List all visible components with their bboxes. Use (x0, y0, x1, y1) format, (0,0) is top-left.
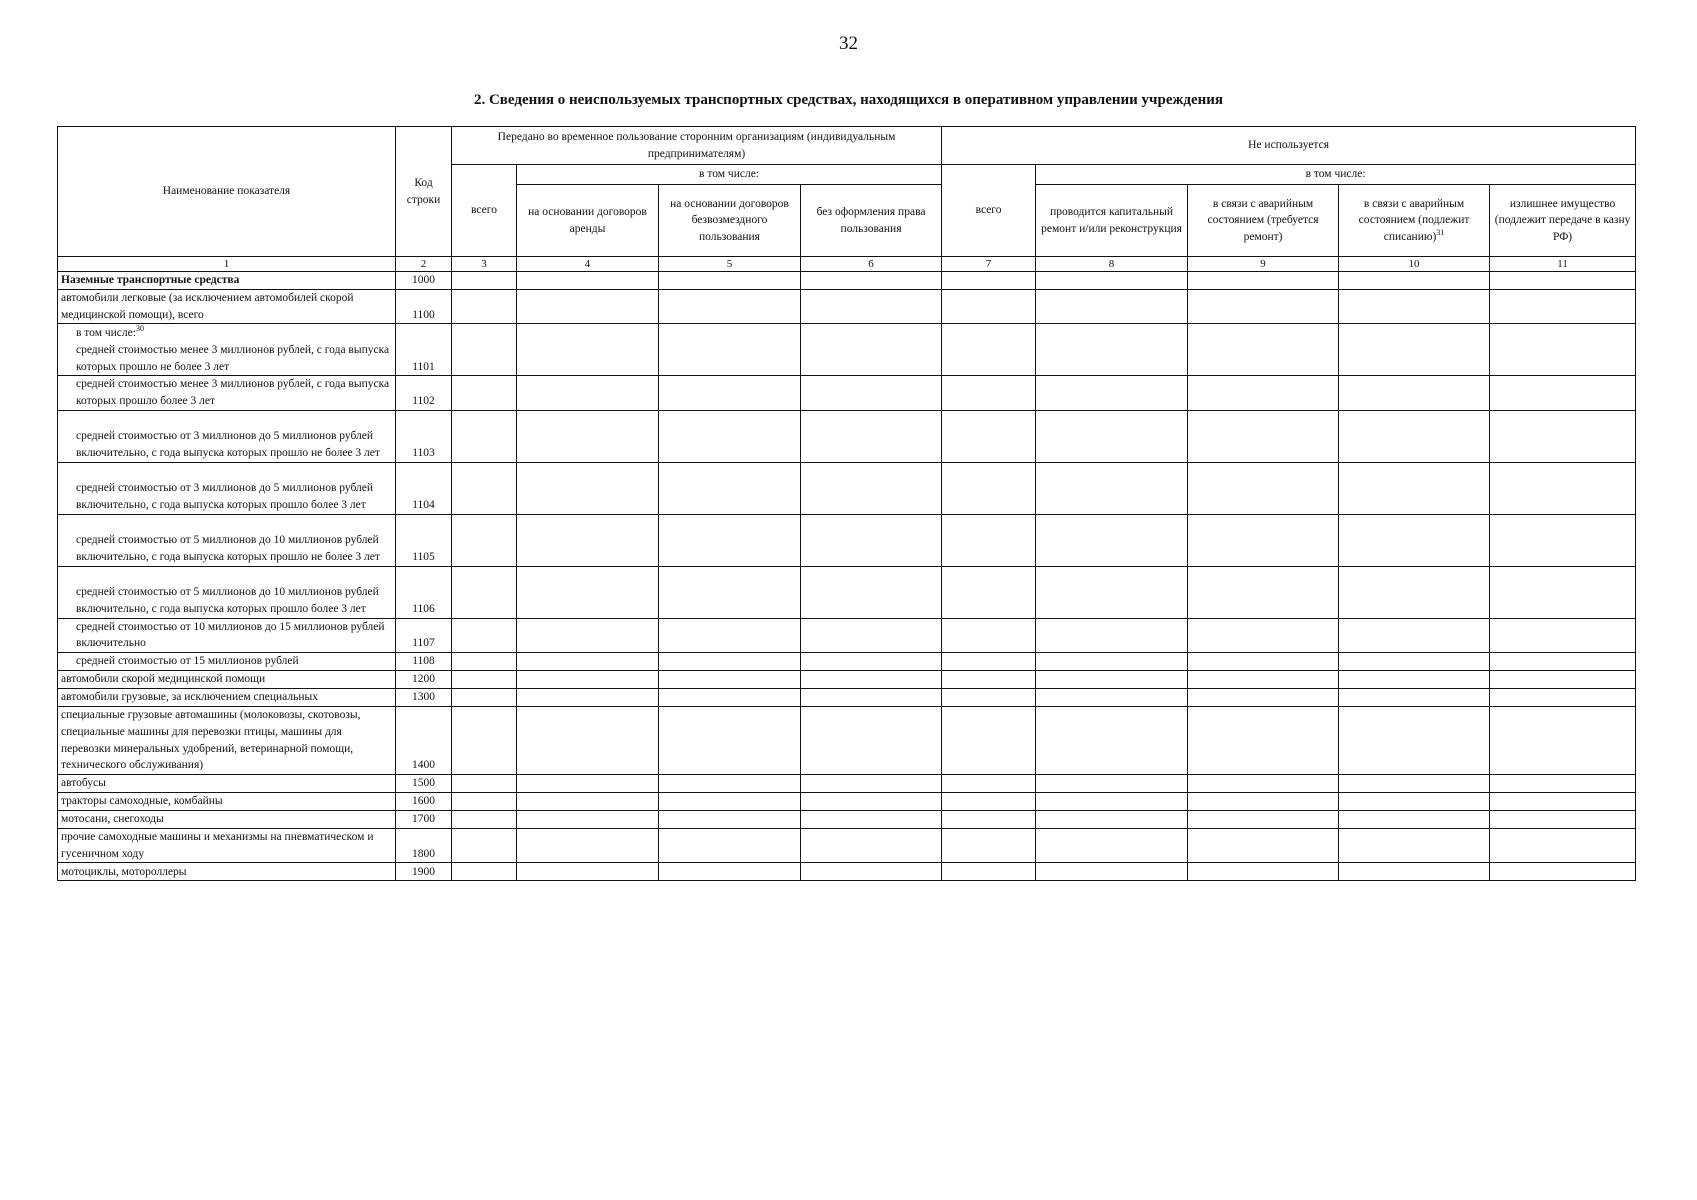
value-cell (517, 618, 659, 652)
value-cell (1036, 290, 1188, 324)
value-cell (1188, 514, 1339, 566)
value-cell (1188, 272, 1339, 290)
value-cell (1188, 863, 1339, 881)
header-transferred-group: Передано во временное пользование сторонним организациям (индивидуальным предпринимателям) (452, 127, 942, 165)
value-cell (452, 290, 517, 324)
value-cell (1339, 462, 1490, 514)
row-name-text: средней стоимостью менее 3 миллионов рублей, с года выпуска которых прошло не более 3 лет (76, 344, 390, 373)
row-name (58, 514, 396, 566)
value-cell (1339, 775, 1490, 793)
header-col-10-text: в связи с аварийным состоянием (подлежит списанию) (1358, 198, 1470, 243)
value-cell (1188, 707, 1339, 775)
value-cell (517, 514, 659, 566)
value-cell (942, 707, 1036, 775)
value-cell (452, 462, 517, 514)
table-row (58, 689, 1636, 707)
row-name (58, 410, 396, 462)
value-cell (942, 671, 1036, 689)
table-row (58, 829, 1636, 863)
row-name (58, 829, 396, 863)
value-cell (659, 290, 801, 324)
value-cell (659, 618, 801, 652)
value-cell (1036, 272, 1188, 290)
row-code: 1200 (396, 671, 452, 689)
table-row (58, 566, 1636, 618)
value-cell (517, 671, 659, 689)
row-code: 1300 (396, 689, 452, 707)
value-cell (452, 775, 517, 793)
value-cell (452, 793, 517, 811)
value-cell (942, 410, 1036, 462)
value-cell (517, 793, 659, 811)
column-number: 1 (58, 257, 396, 272)
value-cell (1490, 863, 1636, 881)
value-cell (1188, 793, 1339, 811)
value-cell (659, 793, 801, 811)
row-prefix: в том числе: (76, 327, 136, 340)
table-row (58, 462, 1636, 514)
value-cell (452, 829, 517, 863)
row-name-text: прочие самоходные машины и механизмы на пневматическом и гусеничном ходу (61, 831, 374, 860)
value-cell (1036, 793, 1188, 811)
value-cell (1036, 410, 1188, 462)
value-cell (801, 653, 942, 671)
value-cell (452, 272, 517, 290)
table-row (58, 653, 1636, 671)
value-cell (801, 376, 942, 410)
row-name-text: автомобили грузовые, за исключением специальных (61, 691, 318, 704)
value-cell (942, 290, 1036, 324)
value-cell (1339, 324, 1490, 376)
row-name (58, 272, 396, 290)
row-name (58, 689, 396, 707)
row-name-text: средней стоимостью от 15 миллионов рублей (76, 655, 299, 668)
row-code: 1500 (396, 775, 452, 793)
value-cell (659, 272, 801, 290)
value-cell (1036, 671, 1188, 689)
row-name (58, 863, 396, 881)
value-cell (517, 290, 659, 324)
row-name (58, 618, 396, 652)
value-cell (517, 707, 659, 775)
value-cell (1188, 324, 1339, 376)
table-body (58, 272, 1636, 881)
value-cell (942, 272, 1036, 290)
table-row (58, 618, 1636, 652)
row-name-text: мотоциклы, мотороллеры (61, 865, 187, 878)
value-cell (1490, 707, 1636, 775)
value-cell (1339, 653, 1490, 671)
row-code: 1104 (396, 462, 452, 514)
row-code: 1000 (396, 272, 452, 290)
value-cell (1188, 462, 1339, 514)
value-cell (1490, 376, 1636, 410)
value-cell (801, 272, 942, 290)
row-name-text: специальные грузовые автомашины (молоковозы, скотовозы, специальные машины для перевозки птицы, машины для перевозки минеральных удобрений, ветеринарной помощи, технического обслуживания) (61, 709, 361, 772)
value-cell (942, 775, 1036, 793)
value-cell (801, 671, 942, 689)
column-number: 2 (396, 257, 452, 272)
row-name-text: автобусы (61, 777, 106, 790)
footnote-31: 31 (1436, 227, 1445, 237)
value-cell (1188, 811, 1339, 829)
header-name-col: Наименование показателя (58, 127, 396, 257)
row-name-text: мотосани, снегоходы (61, 813, 164, 826)
value-cell (659, 566, 801, 618)
table-row (58, 793, 1636, 811)
value-cell (659, 863, 801, 881)
value-cell (801, 462, 942, 514)
column-number: 7 (942, 257, 1036, 272)
row-name (58, 290, 396, 324)
value-cell (1339, 618, 1490, 652)
row-code: 1106 (396, 566, 452, 618)
value-cell (801, 514, 942, 566)
header-code-col: Код строки (396, 127, 452, 257)
header-col-6: без оформления права пользования (801, 185, 942, 257)
row-name (58, 793, 396, 811)
row-name-text: средней стоимостью от 3 миллионов до 5 миллионов рублей включительно, с года выпуска которых прошло не более 3 лет (76, 430, 380, 460)
value-cell (1036, 324, 1188, 376)
value-cell (942, 829, 1036, 863)
row-name (58, 653, 396, 671)
row-code: 1900 (396, 863, 452, 881)
page-title: 2. Сведения о неиспользуемых транспортных средствах, находящихся в оперативном управлении учреждения (473, 92, 1224, 108)
table-row (58, 324, 1636, 376)
row-name (58, 324, 396, 376)
value-cell (517, 272, 659, 290)
value-cell (517, 462, 659, 514)
value-cell (1339, 829, 1490, 863)
value-cell (942, 566, 1036, 618)
value-cell (517, 829, 659, 863)
value-cell (1036, 707, 1188, 775)
value-cell (659, 514, 801, 566)
value-cell (659, 462, 801, 514)
value-cell (659, 410, 801, 462)
value-cell (1490, 689, 1636, 707)
row-name-text: средней стоимостью от 5 миллионов до 10 миллионов рублей включительно, с года выпуска которых прошло более 3 лет (76, 586, 379, 616)
value-cell (517, 376, 659, 410)
value-cell (1339, 514, 1490, 566)
column-number: 5 (659, 257, 801, 272)
value-cell (801, 410, 942, 462)
value-cell (1339, 272, 1490, 290)
value-cell (1188, 653, 1339, 671)
value-cell (452, 653, 517, 671)
table-row (58, 514, 1636, 566)
row-name (58, 811, 396, 829)
column-number: 3 (452, 257, 517, 272)
row-code: 1400 (396, 707, 452, 775)
value-cell (1490, 671, 1636, 689)
row-name-text: средней стоимостью от 5 миллионов до 10 миллионов рублей включительно, с года выпуска которых прошло не более 3 лет (76, 534, 380, 564)
row-name (58, 775, 396, 793)
header-including-2: в том числе: (1036, 165, 1636, 185)
row-name-text: средней стоимостью менее 3 миллионов рублей, с года выпуска которых прошло более 3 лет (76, 378, 390, 408)
value-cell (517, 324, 659, 376)
value-cell (452, 618, 517, 652)
value-cell (1339, 410, 1490, 462)
row-name (58, 671, 396, 689)
value-cell (659, 324, 801, 376)
value-cell (452, 410, 517, 462)
value-cell (801, 811, 942, 829)
value-cell (1036, 566, 1188, 618)
header-col-11: излишнее имущество (подлежит передаче в казну РФ) (1490, 185, 1636, 257)
value-cell (801, 689, 942, 707)
value-cell (1339, 707, 1490, 775)
value-cell (452, 707, 517, 775)
column-number-row (58, 257, 1636, 272)
value-cell (942, 376, 1036, 410)
header-col-8: проводится капитальный ремонт и/или реконструкция (1036, 185, 1188, 257)
table-row (58, 707, 1636, 775)
value-cell (517, 410, 659, 462)
header-unused-group: Не используется (942, 127, 1636, 165)
value-cell (517, 566, 659, 618)
value-cell (801, 707, 942, 775)
value-cell (942, 618, 1036, 652)
value-cell (1036, 689, 1188, 707)
value-cell (452, 376, 517, 410)
value-cell (452, 689, 517, 707)
column-number: 4 (517, 257, 659, 272)
row-name (58, 462, 396, 514)
row-code: 1800 (396, 829, 452, 863)
row-code: 1102 (396, 376, 452, 410)
table-row (58, 671, 1636, 689)
column-number: 8 (1036, 257, 1188, 272)
value-cell (659, 775, 801, 793)
table-row (58, 863, 1636, 881)
value-cell (1490, 514, 1636, 566)
value-cell (1036, 514, 1188, 566)
value-cell (801, 618, 942, 652)
row-code: 1108 (396, 653, 452, 671)
value-cell (942, 324, 1036, 376)
value-cell (1036, 863, 1188, 881)
value-cell (452, 566, 517, 618)
value-cell (1490, 462, 1636, 514)
row-name-text: средней стоимостью от 10 миллионов до 15 миллионов рублей включительно (76, 620, 385, 650)
value-cell (659, 811, 801, 829)
value-cell (1188, 410, 1339, 462)
header-col-4: на основании договоров аренды (517, 185, 659, 257)
table-row (58, 775, 1636, 793)
value-cell (1490, 290, 1636, 324)
value-cell (1490, 793, 1636, 811)
value-cell (1188, 566, 1339, 618)
value-cell (942, 863, 1036, 881)
header-including-1: в том числе: (517, 165, 942, 185)
value-cell (517, 863, 659, 881)
value-cell (1036, 462, 1188, 514)
value-cell (942, 811, 1036, 829)
value-cell (1188, 829, 1339, 863)
row-name (58, 566, 396, 618)
value-cell (517, 653, 659, 671)
row-name-text: тракторы самоходные, комбайны (61, 795, 223, 808)
value-cell (942, 462, 1036, 514)
value-cell (659, 829, 801, 863)
value-cell (1490, 775, 1636, 793)
value-cell (1490, 324, 1636, 376)
value-cell (1036, 775, 1188, 793)
row-code: 1103 (396, 410, 452, 462)
row-code: 1700 (396, 811, 452, 829)
value-cell (942, 689, 1036, 707)
row-code: 1100 (396, 290, 452, 324)
value-cell (1490, 653, 1636, 671)
value-cell (1188, 290, 1339, 324)
value-cell (659, 376, 801, 410)
page-number: 32 (839, 33, 858, 54)
value-cell (801, 793, 942, 811)
row-code: 1105 (396, 514, 452, 566)
value-cell (1339, 290, 1490, 324)
value-cell (1339, 376, 1490, 410)
value-cell (517, 689, 659, 707)
value-cell (801, 863, 942, 881)
value-cell (801, 290, 942, 324)
row-code: 1101 (396, 324, 452, 376)
table-row (58, 410, 1636, 462)
value-cell (942, 793, 1036, 811)
value-cell (659, 653, 801, 671)
column-number: 11 (1490, 257, 1636, 272)
footnote-30: 30 (135, 324, 144, 334)
table-row (58, 272, 1636, 290)
value-cell (1339, 671, 1490, 689)
column-number: 10 (1339, 257, 1490, 272)
value-cell (1490, 829, 1636, 863)
value-cell (452, 671, 517, 689)
value-cell (452, 324, 517, 376)
table-row (58, 811, 1636, 829)
value-cell (1036, 653, 1188, 671)
value-cell (801, 324, 942, 376)
header-col-7: всего (942, 165, 1036, 257)
row-code: 1107 (396, 618, 452, 652)
row-name-text: автомобили легковые (за исключением автомобилей скорой медицинской помощи), всего (61, 292, 354, 321)
header-col-3: всего (452, 165, 517, 257)
table-row (58, 290, 1636, 324)
value-cell (1490, 410, 1636, 462)
value-cell (1339, 566, 1490, 618)
value-cell (1188, 775, 1339, 793)
header-col-5: на основании договоров безвозмездного пользования (659, 185, 801, 257)
value-cell (1188, 671, 1339, 689)
header-col-10 (1339, 185, 1490, 257)
row-name (58, 376, 396, 410)
value-cell (659, 707, 801, 775)
value-cell (659, 689, 801, 707)
value-cell (1188, 618, 1339, 652)
column-number: 9 (1188, 257, 1339, 272)
row-name (58, 707, 396, 775)
value-cell (659, 671, 801, 689)
value-cell (517, 811, 659, 829)
value-cell (452, 514, 517, 566)
value-cell (801, 829, 942, 863)
row-name-text: автомобили скорой медицинской помощи (61, 673, 266, 686)
value-cell (1036, 829, 1188, 863)
value-cell (801, 775, 942, 793)
value-cell (517, 775, 659, 793)
value-cell (1188, 376, 1339, 410)
row-name-text: Наземные транспортные средства (61, 274, 240, 287)
value-cell (942, 514, 1036, 566)
value-cell (1490, 566, 1636, 618)
value-cell (1036, 376, 1188, 410)
value-cell (1036, 618, 1188, 652)
value-cell (1490, 618, 1636, 652)
row-name-text: средней стоимостью от 3 миллионов до 5 миллионов рублей включительно, с года выпуска которых прошло более 3 лет (76, 482, 374, 512)
value-cell (452, 863, 517, 881)
value-cell (1036, 811, 1188, 829)
value-cell (452, 811, 517, 829)
value-cell (1339, 811, 1490, 829)
value-cell (1490, 811, 1636, 829)
value-cell (1188, 689, 1339, 707)
row-code: 1600 (396, 793, 452, 811)
value-cell (942, 653, 1036, 671)
value-cell (1490, 272, 1636, 290)
header-col-9: в связи с аварийным состоянием (требуется ремонт) (1188, 185, 1339, 257)
table-row (58, 376, 1636, 410)
value-cell (1339, 793, 1490, 811)
vehicles-table (57, 126, 1636, 881)
value-cell (1339, 863, 1490, 881)
value-cell (801, 566, 942, 618)
value-cell (1339, 689, 1490, 707)
column-number: 6 (801, 257, 942, 272)
